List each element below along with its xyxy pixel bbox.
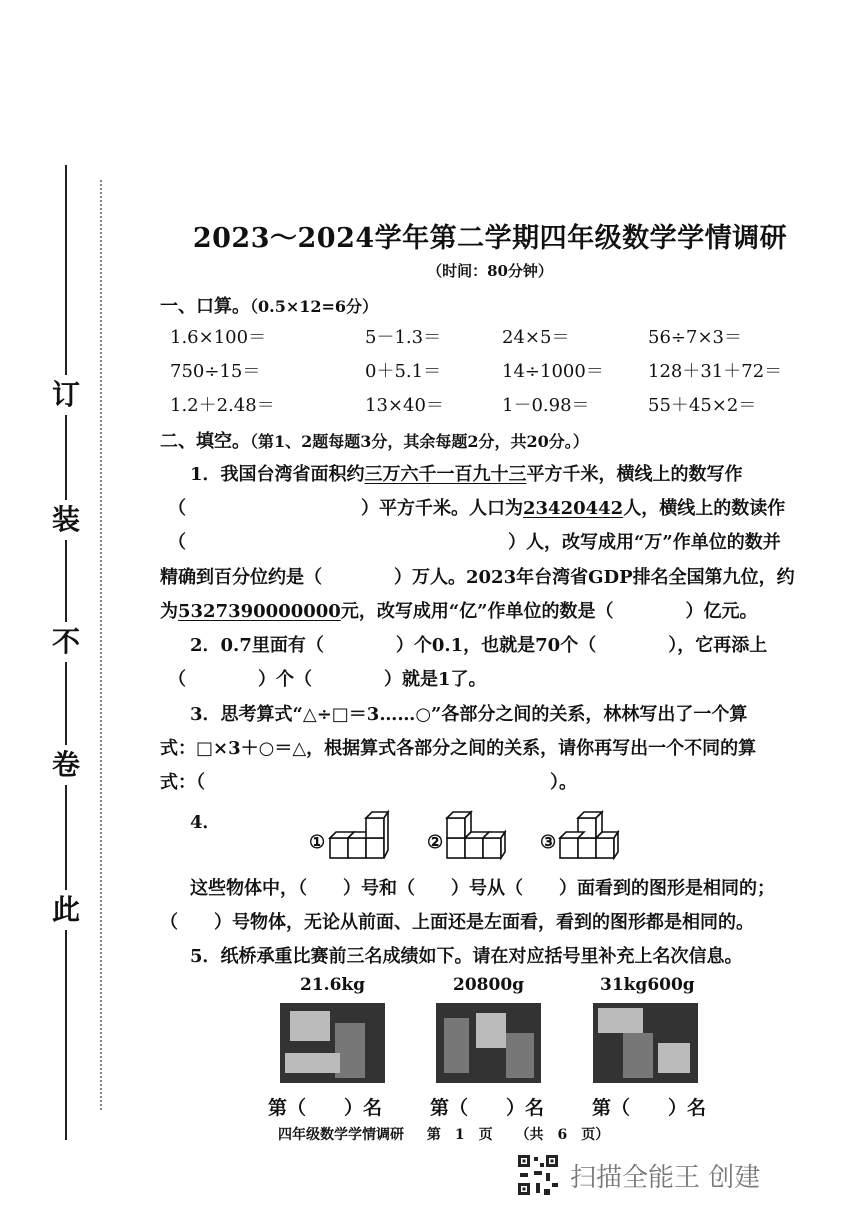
exam-time: （时间：80分钟） (427, 262, 553, 280)
qr-code-icon (516, 1153, 560, 1197)
q1-text-d: 人，横线上的数读作 (623, 498, 786, 519)
footer-total: （共 6 页） (515, 1127, 610, 1143)
q3-line-1: 3．思考算式“△÷□＝3……○”各部分之间的关系，林林写出了一个算 (190, 704, 748, 725)
q1-text-f: 为 (160, 601, 178, 622)
binding-char-bu: 不 (48, 622, 84, 662)
rank-2: 第（ ）名 (430, 1097, 545, 1119)
q3-paren-close: ）。 (550, 772, 577, 793)
page-footer (278, 1124, 609, 1144)
binding-char-ding: 订 (48, 375, 84, 415)
weight-label-2: 20800g (453, 975, 525, 995)
q1-text-b: 平方千米，横线上的数写作 (526, 464, 743, 485)
calc-8: 128＋31＋72＝ (648, 361, 783, 382)
dotted-cut-line (100, 180, 102, 1110)
calc-7: 14÷1000＝ (502, 361, 604, 382)
figure-label-1: ① (309, 832, 326, 853)
q4-number: 4． (190, 812, 221, 833)
calc-3: 24×5＝ (502, 327, 570, 348)
q3-line-3 (160, 768, 577, 794)
section2-title (160, 427, 589, 453)
q1-text-g: 元，改写成用“亿”作单位的数是（ ）亿元。 (340, 601, 758, 622)
page-title: 2023～2024学年第二学期四年级数学学情调研 (192, 223, 788, 254)
q1-line-3 (168, 528, 781, 554)
q1-gdp-underlined: 5327390000000 (178, 601, 341, 622)
q3-paren-open: 式：（ (160, 772, 205, 793)
calc-1: 1.6×100＝ (170, 327, 267, 348)
calc-4: 56÷7×3＝ (648, 327, 742, 348)
section1-score: （0.5×12=6分） (250, 297, 379, 316)
bridge-photo-2 (436, 1003, 541, 1083)
binding-char-juan: 卷 (48, 745, 84, 785)
q1-line-2 (168, 494, 785, 520)
section1-title (160, 292, 378, 318)
q1-line-1 (190, 460, 743, 486)
section2-score: （第1、2题每题3分，其余每题2分，共20分。） (250, 432, 589, 451)
calc-12: 55＋45×2＝ (648, 395, 757, 416)
rank-1: 第（ ）名 (268, 1097, 383, 1119)
calc-2: 5－1.3＝ (365, 327, 442, 348)
section2-heading: 二、填空。 (160, 431, 250, 452)
calc-10: 13×40＝ (365, 395, 444, 416)
q1-text-c: ）平方千米。人口为 (361, 498, 523, 519)
q2-line-1: 2．0.7里面有（ ）个0.1，也就是70个（ ），它再添上 (190, 635, 768, 656)
bridge-photo-1 (280, 1003, 385, 1083)
weight-label-3: 31kg600g (600, 975, 695, 995)
binding-char-zhuang: 装 (48, 500, 84, 540)
q1-text-e: ）人，改写成用“万”作单位的数并 (508, 532, 781, 553)
rank-3: 第（ ）名 (592, 1097, 707, 1119)
binding-char-ci: 此 (48, 890, 84, 930)
q1-line-5 (160, 597, 758, 623)
q5-line: 5．纸桥承重比赛前三名成绩如下。请在对应括号里补充上名次信息。 (190, 946, 743, 967)
cube-figure-3 (558, 802, 620, 860)
footer-title: 四年级数学学情调研 (278, 1127, 404, 1143)
q4-line-2: （ ）号物体，无论从前面、上面还是左面看，看到的图形都是相同的。 (160, 912, 754, 933)
footer-page: 第 1 页 (426, 1127, 493, 1143)
calc-6: 0＋5.1＝ (365, 361, 442, 382)
calc-5: 750÷15＝ (170, 361, 261, 382)
cube-figure-1 (328, 808, 390, 860)
figure-label-2: ② (427, 832, 444, 853)
q1-paren-open: （ (168, 498, 186, 519)
scanner-watermark: 扫描全能王 创建 (570, 1163, 761, 1193)
q1-population-underlined: 23420442 (523, 498, 624, 519)
figure-label-3: ③ (540, 832, 557, 853)
section1-heading: 一、口算。 (160, 296, 250, 317)
calc-9: 1.2＋2.48＝ (170, 395, 275, 416)
q1-line-4: 精确到百分位约是（ ）万人。2023年台湾省GDP排名全国第九位，约 (160, 567, 795, 588)
q4-line-1: 这些物体中，（ ）号和（ ）号从（ ）面看到的图形是相同的； (190, 878, 775, 899)
q2-line-2: （ ）个（ ）就是1了。 (168, 669, 487, 690)
q1-area-underlined: 三万六千一百九十三 (364, 464, 527, 485)
q3-line-2: 式：□×3＋○＝△，根据算式各部分之间的关系，请你再写出一个不同的算 (160, 738, 757, 759)
calc-11: 1－0.98＝ (502, 395, 590, 416)
q1-text-a: 1．我国台湾省面积约 (190, 464, 365, 485)
cube-figure-2 (445, 808, 507, 860)
weight-label-1: 21.6kg (300, 975, 366, 995)
q1-paren-open-2: （ (168, 532, 186, 553)
bridge-photo-3 (593, 1003, 698, 1083)
